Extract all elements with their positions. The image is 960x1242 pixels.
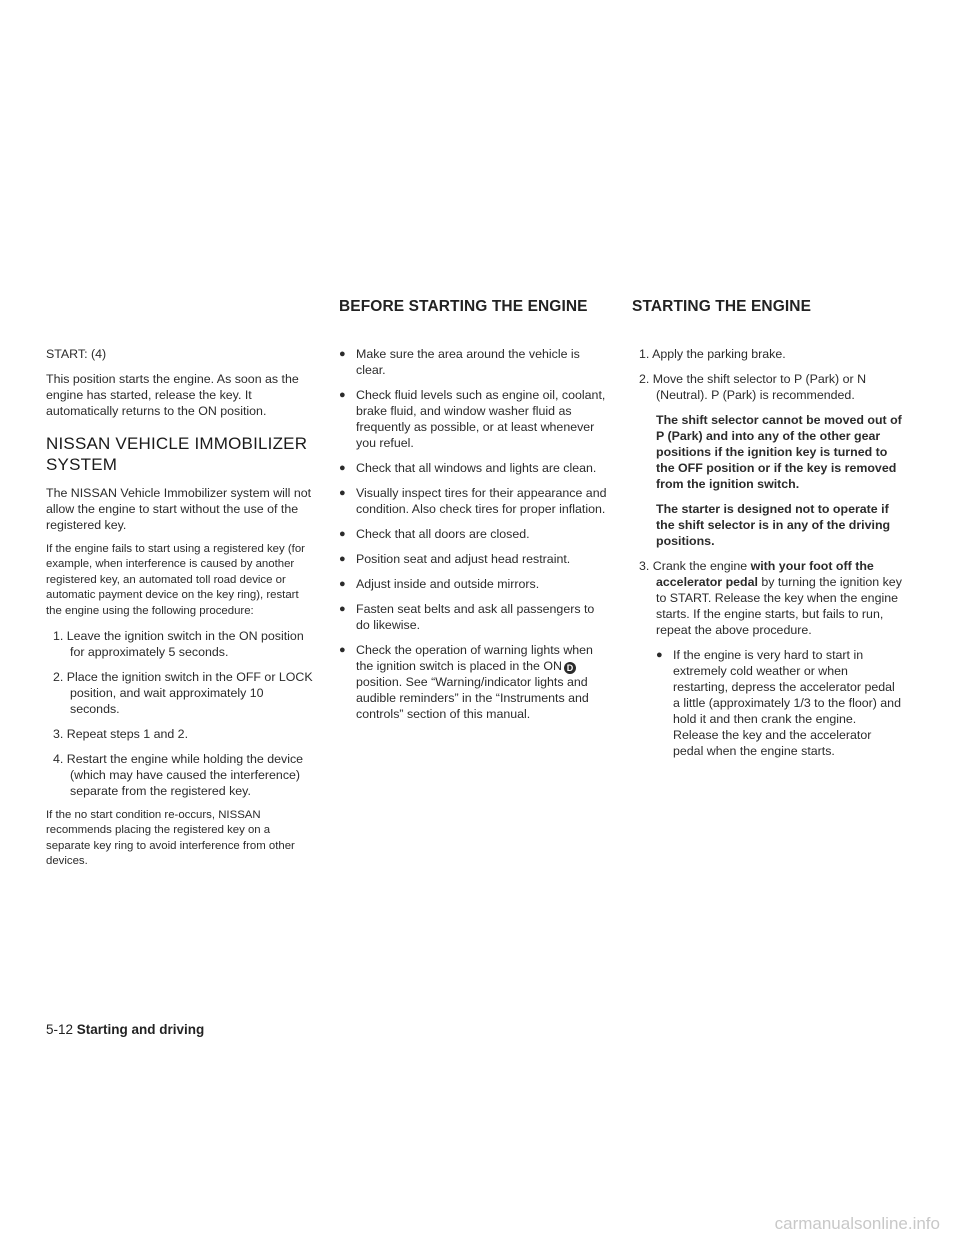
bullet-icon: ● xyxy=(339,528,346,540)
page-number: 5-12 xyxy=(46,1022,74,1037)
warning-lights-text-b: position. See “Warning/indicator lights and audible reminders” in the “Instruments and controls” section of this manual. xyxy=(356,675,589,721)
immobilizer-intro: The NISSAN Vehicle Immobilizer system will not allow the engine to start without the use of the registered key. xyxy=(46,486,312,532)
shift-warning: The shift selector cannot be moved out of P (Park) and into any of the other gear positions if the ignition key is turned to the OFF position or if the key is removed from the ignition switch. xyxy=(656,413,902,491)
closing-text: If the no start condition re-occurs, NISSAN recommends placing the registered key on a separate key ring to avoid interference from other devices. xyxy=(46,809,295,868)
bullet-icon: ● xyxy=(339,603,346,615)
fail-text: If the engine fails to start using a registered key (for example, when interference is caused by another registered key, an automated toll road device or automatic payment device on the key ring), restart the engine using the following procedure: xyxy=(46,543,305,617)
foot-off-pedal-emphasis: with your foot off the accelerator pedal xyxy=(656,559,874,589)
bullet-icon: ● xyxy=(339,487,346,499)
bullet-icon: ● xyxy=(339,389,346,401)
start-step-3: 3. Crank the engine with your foot off the accelerator pedal by turning the ignition key to START. Release the key when the engine starts. If the engine starts, but fails to run, repeat the above procedure. xyxy=(639,559,902,637)
heading-before-starting: BEFORE STARTING THE ENGINE xyxy=(339,298,588,315)
start-step-1: 1. Apply the parking brake. xyxy=(639,347,786,361)
column-1 xyxy=(46,346,316,879)
list-item: ● Check that all doors are closed. xyxy=(339,527,530,541)
circled-d-icon: D xyxy=(564,662,576,674)
starter-warning: The starter is designed not to operate if the shift selector is in any of the driving positions. xyxy=(656,502,891,548)
warning-lights-text-a: Check the operation of warning lights when the ignition switch is placed in the ON xyxy=(356,643,593,673)
heading-starting-engine: STARTING THE ENGINE xyxy=(632,298,812,315)
bullet-icon: ● xyxy=(339,462,346,474)
bullet-icon: ● xyxy=(339,553,346,565)
list-item: ● Position seat and adjust head restraint. xyxy=(339,552,571,566)
watermark: carmanualsonline.info xyxy=(774,1214,940,1233)
list-item: ● Check that all windows and lights are clean. xyxy=(339,461,597,475)
section-title-line2: SYSTEM xyxy=(46,455,118,474)
start-step-2: 2. Move the shift selector to P (Park) or N (Neutral). P (Park) is recommended. xyxy=(639,372,867,402)
list-item: ● Make sure the area around the vehicle is clear. xyxy=(339,347,580,377)
page-footer xyxy=(46,1022,204,1037)
list-item: ● Adjust inside and outside mirrors. xyxy=(339,577,540,591)
step-1: 1. Leave the ignition switch in the ON position for approximately 5 seconds. xyxy=(53,629,304,660)
bullet-icon: ● xyxy=(339,578,346,590)
cold-weather-item: ● If the engine is very hard to start in extremely cold weather or when restarting, depress the accelerator pedal a little (approximately 1/3 to the floor) and hold it and then crank the engine. Release the key and the accelerator pedal when the engine starts. xyxy=(656,648,901,758)
column-3 xyxy=(632,346,904,768)
list-item xyxy=(339,642,609,722)
list-item: ● Check fluid levels such as engine oil, coolant, brake fluid, and window washer fluid as frequently as possible, or at least whenever you refuel. xyxy=(339,388,606,450)
section-name: Starting and driving xyxy=(76,1022,205,1037)
start-text: This position starts the engine. As soon as the engine has started, release the key. It automatically returns to the ON position. xyxy=(46,372,299,418)
step-2: 2. Place the ignition switch in the OFF or LOCK position, and wait approximately 10 seconds. xyxy=(53,670,313,717)
bullet-icon: ● xyxy=(656,649,663,661)
column-2 xyxy=(339,346,609,731)
list-item: ● Fasten seat belts and ask all passengers to do likewise. xyxy=(339,602,595,632)
start-label: START: (4) xyxy=(46,347,107,361)
section-title-line1: NISSAN VEHICLE IMMOBILIZER xyxy=(46,434,308,453)
step-3: 3. Repeat steps 1 and 2. xyxy=(53,727,189,742)
bullet-icon: ● xyxy=(339,348,346,360)
list-item: ● Visually inspect tires for their appearance and condition. Also check tires for proper inflation. xyxy=(339,486,607,516)
step-4: 4. Restart the engine while holding the device (which may have caused the interference) separate from the registered key. xyxy=(53,752,304,799)
section-title xyxy=(46,433,316,475)
bullet-icon: ● xyxy=(339,644,346,656)
